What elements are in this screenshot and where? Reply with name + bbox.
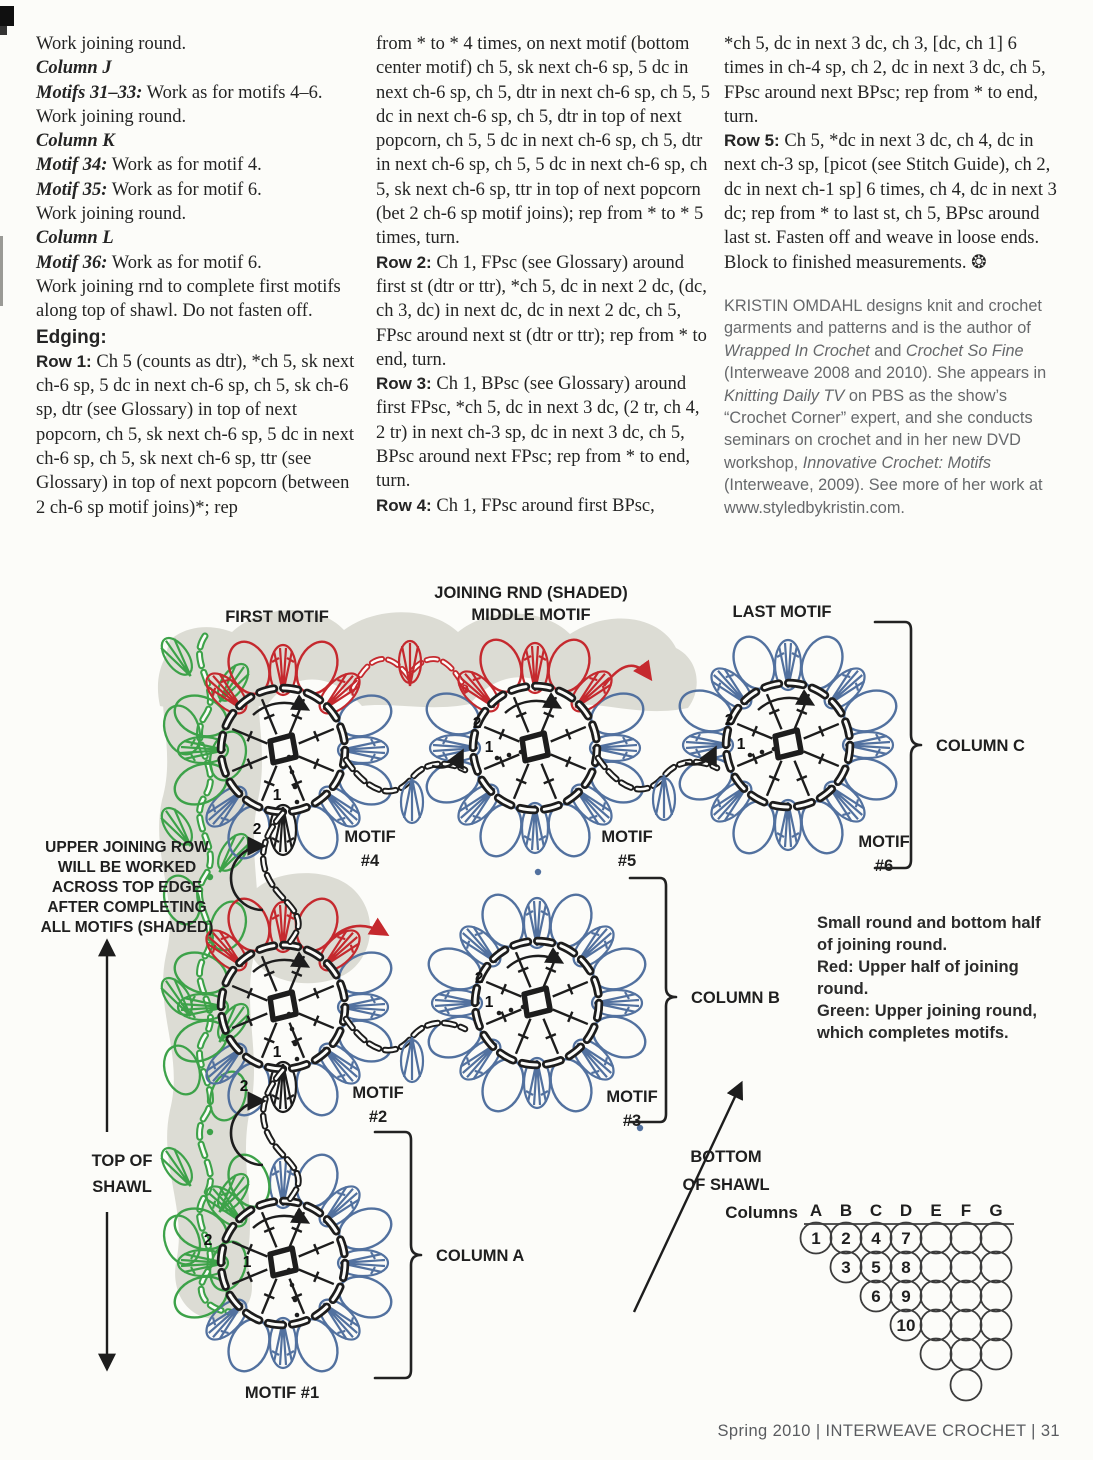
columns-mini-chart [725,1201,1014,1401]
bottom-of-shawl-arrow [634,1084,741,1312]
svg-text:8: 8 [901,1258,911,1277]
motif-circles [801,1223,1012,1401]
book-title: Wrapped In Crochet [724,341,870,360]
svg-text:2: 2 [841,1229,851,1248]
column-b-label: COLUMN B [691,989,780,1007]
svg-text:ACROSS TOP EDGE: ACROSS TOP EDGE [51,879,203,896]
instruction-text: Ch 1, FPsc (see Glossary) around first st (dtr or ttr), *ch 5, dc in next 2 dc, (dc, ch 3, dc) in next dc, dc in next 2 dc, ch 5, FPsc around next st (dtr or ttr); rep from * to end, turn. [376,252,707,370]
pattern-paragraph [36,105,358,129]
last-motif-label: LAST MOTIF [732,603,832,621]
svg-text:1: 1 [242,1254,252,1271]
motif4-number: #4 [360,852,380,870]
columns-chart-title: Columns [725,1203,798,1222]
svg-text:9: 9 [901,1287,911,1306]
svg-text:6: 6 [871,1287,881,1306]
pattern-paragraph [376,32,710,251]
instruction-text: Ch 1, FPsc around first BPsc, [431,495,655,516]
first-motif-label: FIRST MOTIF [225,608,329,626]
instruction-text: Work as for motifs 4–6. [142,82,323,103]
svg-text:OF SHAWL: OF SHAWL [682,1176,770,1194]
pattern-paragraph [36,32,358,56]
instruction-text: Work joining round. [36,106,187,127]
motif5-number: #5 [617,852,637,870]
pattern-paragraph [376,251,710,372]
page-footer: Spring 2010 | INTERWEAVE CROCHET | 31 [717,1422,1060,1440]
svg-text:1: 1 [736,736,746,753]
pattern-paragraph [36,178,358,202]
svg-text:E: E [930,1201,942,1220]
pattern-column-1 [36,32,358,520]
svg-text:2: 2 [203,1232,213,1249]
columns-chart-letters [810,1201,1003,1220]
pattern-paragraph [36,275,358,324]
pattern-paragraph [376,494,710,518]
motif1-label: MOTIF #1 [244,1384,320,1402]
show-title: Knitting Daily TV [724,386,845,405]
svg-text:ALL MOTIFS (SHADED): ALL MOTIFS (SHADED) [40,919,214,936]
pattern-paragraph [36,81,358,105]
svg-text:C: C [869,1201,883,1220]
svg-text:1: 1 [484,994,494,1011]
pattern-column-3 [724,32,1061,519]
row-label: Row 5: [724,131,780,151]
motif-label: Motif 36: [36,252,108,273]
pattern-paragraph [36,350,358,520]
pattern-column-2 [376,32,710,518]
instruction-text: Work joining round. [36,204,187,225]
svg-text:5: 5 [871,1258,881,1277]
svg-text:1: 1 [484,739,494,756]
svg-text:of joining round.: of joining round. [817,936,948,954]
svg-text:BOTTOM: BOTTOM [690,1148,762,1166]
motif4-label: MOTIF [344,828,396,846]
svg-text:round.: round. [817,980,869,998]
edging-heading: Edging: [36,326,107,348]
pattern-paragraph [36,56,358,80]
bio-text: (Interweave 2008 and 2010). She appears in [724,364,1047,383]
column-c-label: COLUMN C [936,737,1025,755]
svg-text:UPPER JOINING ROW: UPPER JOINING ROW [45,839,209,856]
book-title: Crochet So Fine [905,341,1024,360]
instruction-text: *ch 5, dc in next 3 dc, ch 3, [dc, ch 1] 6 times in ch-4 sp, ch 2, dc in next 3 dc, ch 5, FPsc around next BPsc; rep from * to end, turn. [724,34,1046,127]
dvd-title: Innovative Crochet: Motifs [802,453,991,472]
instruction-text: Work joining rnd to complete first motifs along top of shawl. Do not fasten off. [36,276,341,322]
column-a-label: COLUMN A [436,1247,525,1265]
svg-text:1: 1 [272,787,282,804]
instruction-text: from * to * 4 times, on next motif (bottom center motif) ch 5, sk next ch-6 sp, 5 dc in next ch-6 sp, ch 5, dtr in next ch-6 sp, ch 5, 5 dc in next ch-6 sp, ch 5, dtr in top of next popcorn, ch 5, 5 dc in next ch-6 sp, ch 5, dtr in next ch-6 sp, ch 5, 5 dc in next ch-6 sp, ch 5, sk next ch-6 sp, ttr in top of next popcorn (bet 2 ch-6 sp motif joins); rep from * to * 5 times, turn. [376,34,710,249]
top-of-shawl-label [92,1152,153,1196]
svg-text:1: 1 [811,1229,821,1248]
pattern-paragraph [36,326,358,350]
bottom-of-shawl-label [682,1148,769,1194]
scan-mark [0,6,14,26]
instruction-text: Work as for motif 6. [107,179,262,200]
round1-dots [287,755,300,805]
pattern-paragraph [376,372,710,493]
bio-text: on PBS as the show’s “Crochet Corner” expert, and she conducts seminars on crochet and in her new DVD workshop, [724,386,1033,472]
motif3-number: #3 [622,1112,642,1130]
motif3-label: MOTIF [606,1088,658,1106]
svg-text:WILL BE WORKED: WILL BE WORKED [57,859,197,876]
round1-dots [287,1268,300,1318]
motif5-label: MOTIF [601,828,653,846]
svg-text:which completes motifs.: which completes motifs. [817,1024,1009,1042]
svg-text:2: 2 [474,970,484,987]
instruction-text: Ch 5, *dc in next 3 dc, ch 4, dc in next ch-3 sp, [picot (see Stitch Guide), ch 2, dc in next ch-1 sp] 6 times, ch 4, dc in next 3 dc; rep from * to last st, ch 5, BPsc around last st. Fasten off and weave in loose ends. Block to finished measurements. ❂ [724,131,1057,273]
pattern-paragraph [36,153,358,177]
motif2-number: #2 [368,1108,388,1126]
bio-text: KRISTIN OMDAHL designs knit and crochet garments and patterns and is the author of [724,296,1042,338]
svg-text:4: 4 [871,1229,881,1248]
round1-dots [287,1012,300,1062]
joining-rnd-label: JOINING RND (SHADED) [434,584,628,602]
pattern-paragraph [36,226,358,250]
svg-text:AFTER COMPLETING: AFTER COMPLETING [47,899,207,916]
column-c-brace [875,622,921,868]
motif-label: Motif 34: [36,155,108,176]
instruction-text: Ch 5 (counts as dtr), *ch 5, sk next ch-6 sp, 5 dc in next ch-6 sp, ch 5, sk ch-6 sp, dtr (see Glossary) in top of next popcorn, ch 5, sk next ch-6 sp, 5 dc in next ch-6 sp, ch 5, sk next ch-6 sp, ttr (see Glossary) in top of next popcorn (between 2 ch-6 sp motif joins)*; rep [36,351,355,518]
row-label: Row 1: [36,351,92,371]
pattern-paragraph [724,129,1061,275]
bio-text: (Interweave, 2009). See more of her work at www.styledbykristin.com. [724,476,1043,517]
instruction-text: Work as for motif 6. [107,252,262,273]
svg-text:Green: Upper joining round,: Green: Upper joining round, [817,1002,1037,1020]
svg-text:Small round and bottom half: Small round and bottom half [817,914,1041,932]
svg-text:D: D [899,1201,913,1220]
scan-mark [0,26,7,35]
color-key-legend [816,914,1041,1042]
pattern-paragraph [36,129,358,153]
svg-text:10: 10 [896,1316,916,1335]
bio-text: and [869,341,906,360]
svg-text:7: 7 [901,1229,911,1248]
svg-text:3: 3 [841,1258,851,1277]
svg-text:B: B [839,1201,853,1220]
column-heading: Column K [36,131,115,152]
motif6-label: MOTIF [858,833,910,851]
svg-text:A: A [809,1201,823,1220]
row-label: Row 3: [376,374,432,394]
instruction-text: Work joining round. [36,34,187,54]
motif-6 [674,631,903,860]
motif-label: Motif 35: [36,179,108,200]
instruction-text: Work as for motif 4. [107,155,262,176]
row-label: Row 4: [376,495,432,515]
svg-text:1: 1 [272,1044,282,1061]
motif6-number: #6 [874,857,894,875]
pattern-paragraph [724,32,1061,129]
svg-text:TOP OF: TOP OF [91,1152,153,1170]
upper-joining-note [41,839,214,936]
pattern-paragraph [36,202,358,226]
row-label: Row 2: [376,252,432,272]
svg-text:2: 2 [724,712,734,729]
column-heading: Column L [36,228,114,249]
pattern-paragraph [36,251,358,275]
svg-text:Red: Upper half of joining: Red: Upper half of joining [817,958,1019,976]
author-bio [724,295,1061,519]
instruction-text: Ch 1, BPsc (see Glossary) around first FPsc, *ch 5, dc in next 3 dc, (2 tr, ch 4, 2 tr) in next ch-3 sp, dc in next 3 dc, ch 5, BPsc around next FPsc; rep from * to end, turn. [376,374,700,492]
scan-mark [0,236,3,306]
svg-text:2: 2 [252,821,262,838]
motif2-label: MOTIF [352,1084,404,1102]
svg-text:2: 2 [239,1078,249,1095]
svg-text:G: G [989,1201,1003,1220]
middle-motif-label: MIDDLE MOTIF [471,606,591,624]
svg-text:F: F [960,1201,972,1220]
crochet-diagram [0,560,1093,1460]
column-heading: Column J [36,58,112,79]
motif-label: Motifs 31–33: [36,82,143,103]
motif-3 [423,889,652,1118]
svg-text:SHAWL: SHAWL [92,1178,152,1196]
svg-text:2: 2 [472,715,482,732]
